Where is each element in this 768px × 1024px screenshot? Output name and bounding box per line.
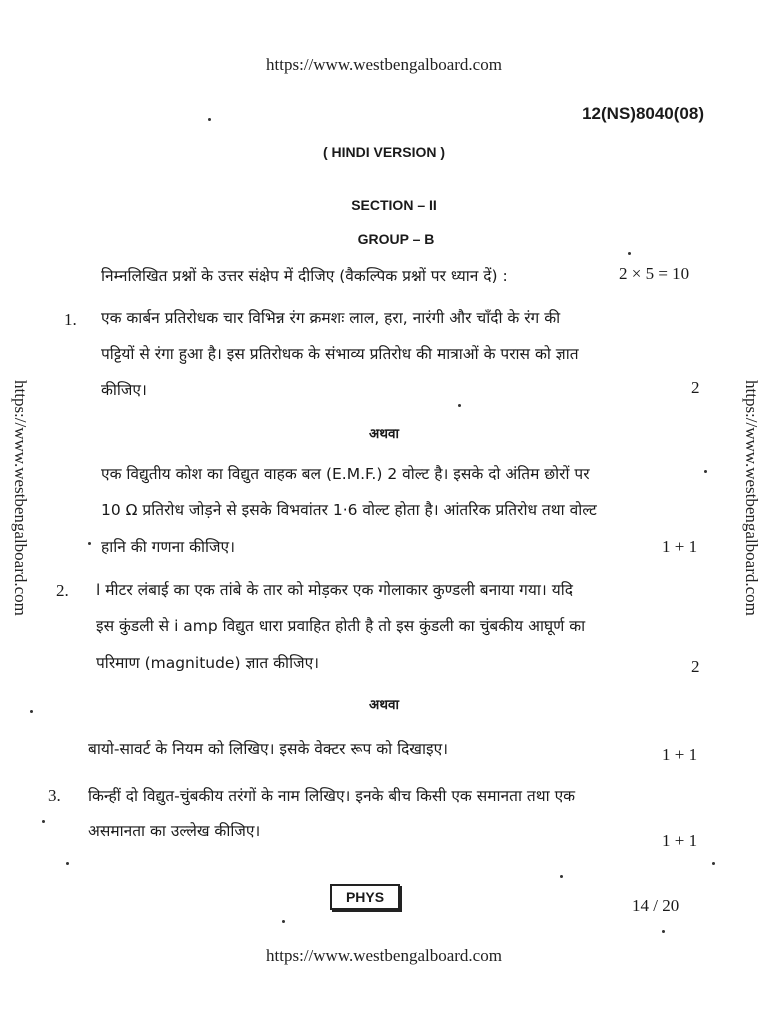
scan-speck (704, 470, 707, 473)
question-number-1: 1. (64, 310, 77, 329)
paper-code: 12(NS)8040(08) (582, 104, 704, 123)
instruction-text: निम्नलिखित प्रश्नों के उत्तर संक्षेप में दीजिए (वैकल्पिक प्रश्नों पर ध्यान दें) : (101, 267, 508, 285)
q3-marks: 1 + 1 (662, 831, 698, 850)
right-watermark-url: https://www.westbengalboard.com (742, 380, 761, 616)
or-label-2: अथवा (369, 697, 399, 713)
q1-alt-line-3: हानि की गणना कीजिए। (101, 538, 235, 556)
page-number: 14 / 20 (632, 896, 680, 915)
q1-alt-marks: 1 + 1 (662, 537, 698, 556)
q2-line-1: l मीटर लंबाई का एक तांबे के तार को मोड़कर एक गोलाकार कुण्डली बनाया गया। यदि (96, 581, 573, 599)
version-label: ( HINDI VERSION ) (322, 144, 446, 160)
scan-speck (88, 542, 91, 545)
scan-speck (662, 930, 665, 933)
question-number-2: 2. (56, 581, 69, 600)
q1-line-2: पट्टियों से रंगा हुआ है। इस प्रतिरोधक के संभाव्य प्रतिरोध की मात्राओं के परास को ज्ञात (101, 345, 579, 363)
scan-speck (282, 920, 285, 923)
scan-speck (712, 862, 715, 865)
q1-alt-line-2: 10 Ω प्रतिरोध जोड़ने से इसके विभवांतर 1·6 वोल्ट होता है। आंतरिक प्रतिरोध तथा वोल्ट (101, 501, 597, 519)
q3-line-2: असमानता का उल्लेख कीजिए। (88, 822, 261, 840)
subject-code-box: PHYS (330, 884, 400, 910)
header-url: https://www.westbengalboard.com (266, 55, 502, 74)
q2-line-3: परिमाण (magnitude) ज्ञात कीजिए। (96, 654, 320, 672)
q2-line-2: इस कुंडली से i amp विद्युत धारा प्रवाहित होती है तो इस कुंडली का चुंबकीय आघूर्ण का (96, 617, 586, 635)
q1-alt-line-1: एक विद्युतीय कोश का विद्युत वाहक बल (E.M.F.) 2 वोल्ट है। इसके दो अंतिम छोरों पर (101, 465, 590, 483)
q1-line-3: कीजिए। (101, 381, 147, 399)
group-heading: GROUP – B (357, 231, 435, 247)
scan-speck (458, 404, 461, 407)
footer-url: https://www.westbengalboard.com (266, 946, 502, 965)
q1-marks: 2 (691, 378, 700, 397)
scan-speck (560, 875, 563, 878)
left-watermark-url: https://www.westbengalboard.com (11, 380, 30, 616)
question-number-3: 3. (48, 786, 61, 805)
q2-alt-marks: 1 + 1 (662, 745, 698, 764)
q2-marks: 2 (691, 657, 700, 676)
or-label-1: अथवा (369, 426, 399, 442)
section-heading: SECTION – II (351, 197, 437, 213)
scan-speck (66, 862, 69, 865)
scan-speck (42, 820, 45, 823)
scan-speck (30, 710, 33, 713)
scan-speck (628, 252, 631, 255)
q3-line-1: किन्हीं दो विद्युत-चुंबकीय तरंगों के नाम लिखिए। इनके बीच किसी एक समानता तथा एक (88, 787, 576, 805)
q2-alt-line-1: बायो-सावर्ट के नियम को लिखिए। इसके वेक्टर रूप को दिखाइए। (88, 740, 449, 758)
instruction-marks: 2 × 5 = 10 (619, 264, 690, 283)
scan-speck (208, 118, 211, 121)
q1-line-1: एक कार्बन प्रतिरोधक चार विभिन्न रंग क्रमशः लाल, हरा, नारंगी और चाँदी के रंग की (101, 309, 561, 327)
